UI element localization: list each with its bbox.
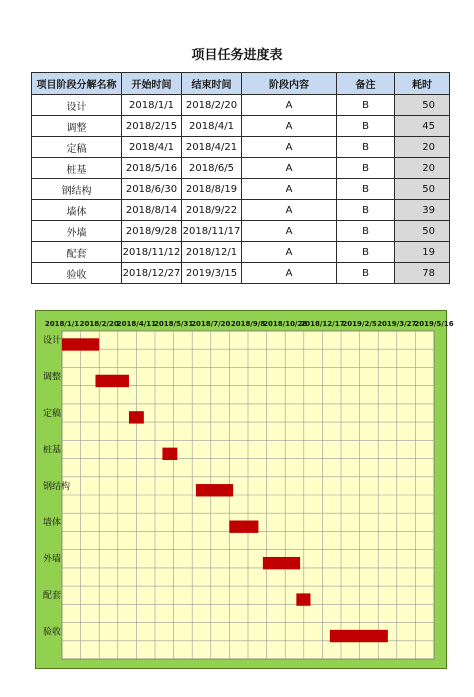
header-start: 开始时间: [122, 73, 182, 95]
cell-duration: 50: [395, 179, 450, 200]
cell-content: A: [242, 263, 337, 284]
cell-start: 2018/9/28: [122, 221, 182, 242]
cell-end: 2018/6/5: [182, 158, 242, 179]
x-tick-label: 2018/10/28: [263, 320, 308, 328]
category-label: 调整: [43, 372, 62, 383]
gantt-bar: [296, 593, 310, 605]
cell-note: B: [337, 158, 395, 179]
cell-end: 2018/4/1: [182, 116, 242, 137]
category-label: 定稿: [43, 408, 62, 419]
cell-phase: 配套: [32, 242, 122, 263]
header-end: 结束时间: [182, 73, 242, 95]
category-label: 钢结构: [43, 481, 71, 492]
cell-phase: 调整: [32, 116, 122, 137]
header-note: 备注: [337, 73, 395, 95]
gantt-bar: [263, 557, 300, 569]
cell-end: 2018/8/19: [182, 179, 242, 200]
cell-duration: 20: [395, 158, 450, 179]
cell-duration: 39: [395, 200, 450, 221]
cell-start: 2018/8/14: [122, 200, 182, 221]
table-row: [32, 242, 450, 263]
cell-end: 2018/2/20: [182, 95, 242, 116]
header-phase: 项目阶段分解名称: [32, 73, 122, 95]
x-tick-label: 2018/4/11: [116, 320, 157, 328]
cell-phase: 墙体: [32, 200, 122, 221]
x-tick-label: 2018/5/31: [153, 320, 194, 328]
table-row: [32, 137, 450, 158]
cell-note: B: [337, 179, 395, 200]
x-tick-label: 2019/3/27: [377, 320, 417, 328]
cell-start: 2018/11/12: [122, 242, 182, 263]
cell-note: B: [337, 116, 395, 137]
table-row: [32, 95, 450, 116]
category-label: 设计: [43, 336, 62, 347]
cell-content: A: [242, 242, 337, 263]
cell-note: B: [337, 200, 395, 221]
cell-phase: 钢结构: [32, 179, 122, 200]
table-row: [32, 116, 450, 137]
table-row: [32, 158, 450, 179]
x-tick-label: 2018/9/8: [230, 320, 266, 328]
cell-content: A: [242, 116, 337, 137]
cell-end: 2019/3/15: [182, 263, 242, 284]
gantt-bar: [95, 375, 128, 387]
cell-content: A: [242, 200, 337, 221]
cell-content: A: [242, 179, 337, 200]
cell-content: A: [242, 158, 337, 179]
gantt-svg: [36, 311, 454, 668]
header-duration: 耗时: [395, 73, 450, 95]
cell-phase: 定稿: [32, 137, 122, 158]
cell-phase: 桩基: [32, 158, 122, 179]
gantt-bar: [162, 448, 177, 460]
cell-duration: 50: [395, 95, 450, 116]
x-tick-label: 2019/2/5: [342, 320, 377, 328]
x-tick-label: 2018/2/20: [79, 320, 119, 328]
table-row: [32, 221, 450, 242]
cell-note: B: [337, 95, 395, 116]
gantt-bar: [229, 521, 258, 533]
cell-start: 2018/12/27: [122, 263, 182, 284]
header-content: 阶段内容: [242, 73, 337, 95]
task-table: [31, 72, 450, 284]
cell-phase: 外墙: [32, 221, 122, 242]
gantt-bar: [196, 484, 233, 496]
cell-note: B: [337, 137, 395, 158]
category-label: 桩基: [43, 445, 62, 456]
cell-end: 2018/9/22: [182, 200, 242, 221]
cell-duration: 20: [395, 137, 450, 158]
cell-duration: 78: [395, 263, 450, 284]
table-header-row: [32, 73, 450, 95]
cell-end: 2018/4/21: [182, 137, 242, 158]
cell-end: 2018/12/1: [182, 242, 242, 263]
x-tick-label: 2019/5/16: [414, 320, 454, 328]
cell-duration: 50: [395, 221, 450, 242]
x-tick-label: 2018/12/17: [300, 320, 345, 328]
cell-content: A: [242, 221, 337, 242]
cell-note: B: [337, 263, 395, 284]
cell-content: A: [242, 137, 337, 158]
category-label: 验收: [43, 627, 62, 638]
x-tick-label: 2018/7/20: [191, 320, 231, 328]
cell-phase: 设计: [32, 95, 122, 116]
cell-start: 2018/2/15: [122, 116, 182, 137]
cell-phase: 验收: [32, 263, 122, 284]
gantt-bar: [62, 338, 99, 350]
cell-start: 2018/1/1: [122, 95, 182, 116]
cell-note: B: [337, 221, 395, 242]
cell-start: 2018/4/1: [122, 137, 182, 158]
cell-note: B: [337, 242, 395, 263]
table-row: [32, 200, 450, 221]
category-label: 外墙: [43, 554, 62, 565]
category-label: 配套: [43, 591, 62, 602]
gantt-bar: [129, 411, 144, 423]
table-row: [32, 179, 450, 200]
cell-start: 2018/6/30: [122, 179, 182, 200]
cell-duration: 19: [395, 242, 450, 263]
cell-duration: 45: [395, 116, 450, 137]
gantt-chart: [35, 310, 454, 669]
cell-start: 2018/5/16: [122, 158, 182, 179]
x-tick-label: 2018/1/1: [44, 320, 80, 328]
cell-end: 2018/11/17: [182, 221, 242, 242]
table-row: [32, 263, 450, 284]
cell-content: A: [242, 95, 337, 116]
gantt-bar: [330, 630, 388, 642]
page-title: 项目任务进度表: [191, 48, 283, 63]
category-label: 墙体: [43, 518, 62, 529]
